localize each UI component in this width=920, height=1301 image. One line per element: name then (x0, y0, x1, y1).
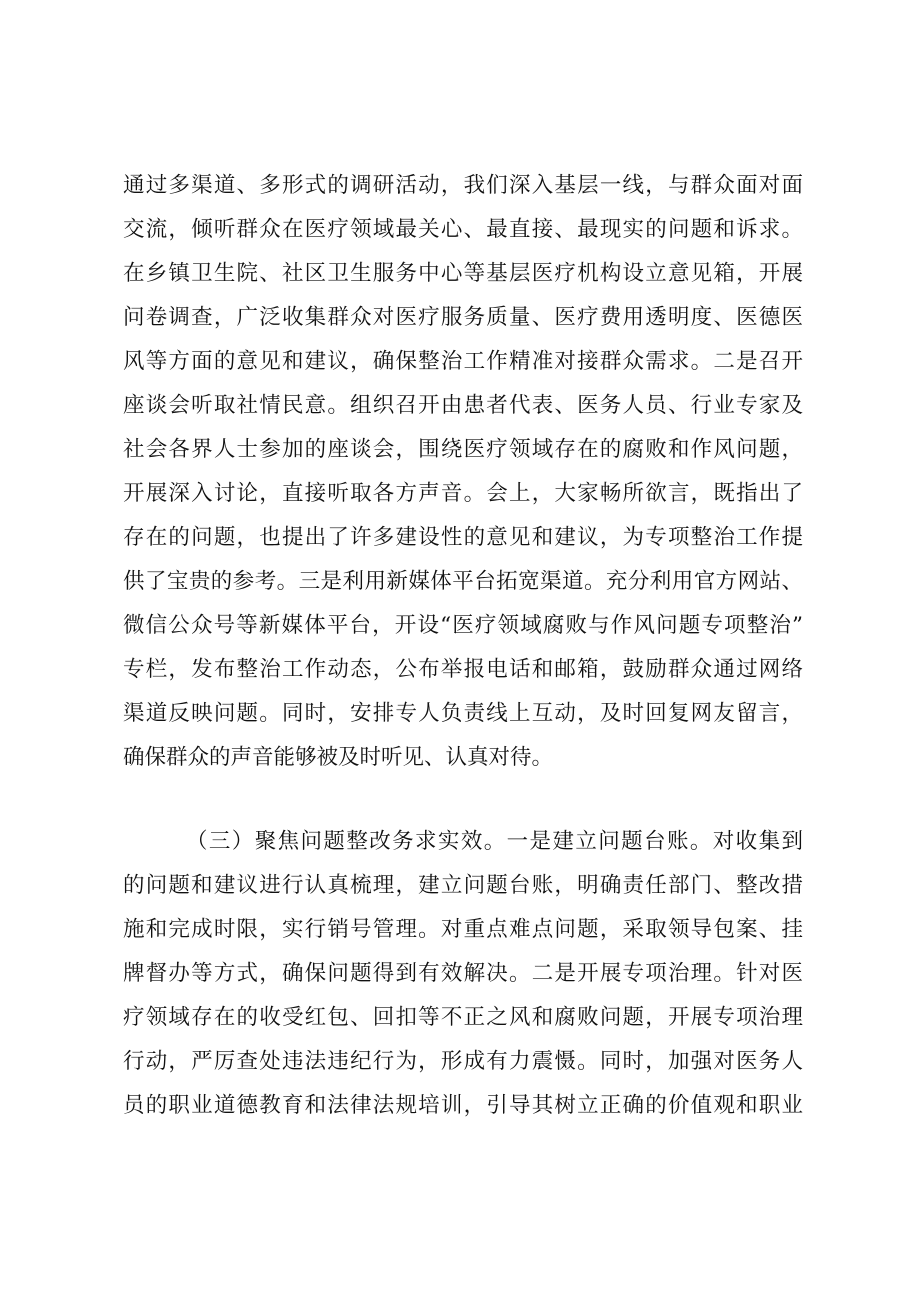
text-line: 专栏，发布整治工作动态，公布举报电话和邮箱，鼓励群众通过网络 (123, 657, 803, 682)
text-line: 供了宝贵的参考。三是利用新媒体平台拓宽渠道。充分利用官方网站、 (123, 569, 803, 594)
text-line: 员的职业道德教育和法律法规培训，引导其树立正确的价值观和职业 (123, 1093, 803, 1118)
text-line: 疗领域存在的收受红包、回扣等不正之风和腐败问题，开展专项治理 (123, 1005, 803, 1030)
text-line: 在乡镇卫生院、社区卫生服务中心等基层医疗机构设立意见箱，开展 (123, 261, 803, 286)
text-line: 问卷调查，广泛收集群众对医疗服务质量、医疗费用透明度、医德医 (123, 305, 803, 330)
text-line: 行动，严厉查处违法违纪行为，形成有力震慑。同时，加强对医务人 (123, 1049, 803, 1074)
paragraph-problem-rectification (123, 820, 803, 1128)
section-heading-line: （三）聚焦问题整改务求实效。一是建立问题台账。对收集到 (186, 829, 803, 854)
text-line: 牌督办等方式，确保问题得到有效解决。二是开展专项治理。针对医 (123, 961, 803, 986)
text-line: 渠道反映问题。同时，安排专人负责线上互动，及时回复网友留言， (123, 701, 803, 726)
text-line: 存在的问题，也提出了许多建设性的意见和建议，为专项整治工作提 (123, 525, 803, 550)
text-line: 确保群众的声音能够被及时听见、认真对待。 (123, 745, 554, 770)
text-line: 的问题和建议进行认真梳理，建立问题台账，明确责任部门、整改措 (123, 873, 803, 898)
text-line: 开展深入讨论，直接听取各方声音。会上，大家畅所欲言，既指出了 (123, 481, 803, 506)
text-line: 风等方面的意见和建议，确保整治工作精准对接群众需求。二是召开 (123, 349, 803, 374)
text-line: 交流，倾听群众在医疗领域最关心、最直接、最现实的问题和诉求。 (123, 217, 803, 242)
text-line: 座谈会听取社情民意。组织召开由患者代表、医务人员、行业专家及 (123, 393, 803, 418)
text-line: 施和完成时限，实行销号管理。对重点难点问题，采取领导包案、挂 (123, 917, 803, 942)
text-line: 通过多渠道、多形式的调研活动，我们深入基层一线，与群众面对面 (123, 173, 803, 198)
text-line: 社会各界人士参加的座谈会，围绕医疗领域存在的腐败和作风问题， (123, 437, 803, 462)
text-line: 微信公众号等新媒体平台，开设“医疗领域腐败与作风问题专项整治” (123, 613, 803, 638)
paragraph-research-channels (123, 164, 803, 780)
